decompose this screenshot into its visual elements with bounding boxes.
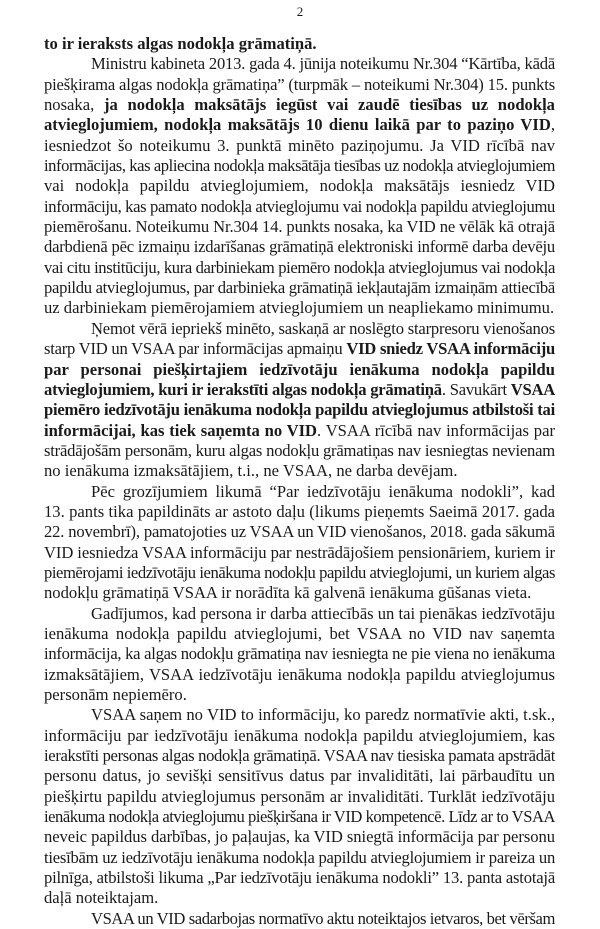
text: izmaksātājiem, VSAA iedzīvotāju ienākuma nodokļa papildu atvieglojumus [44,664,555,684]
text: informāciju, kas pamato nodokļa atvieglojumu vai nodokļa papildu atvieglojumu [44,196,555,216]
text-line [44,339,555,359]
text-line [44,360,555,380]
text: tiesībām uz iedzīvotāju ienākuma nodokļa papildu atvieglojumiem ir pareiza un [44,847,556,867]
text-line [44,441,555,461]
text-line [44,909,555,929]
text-line [44,685,555,705]
text-line [44,115,555,135]
text-line [44,787,555,807]
text: . Savukārt [441,379,511,399]
page-number: 2 [296,4,304,19]
bold-text: VSAA [510,379,556,399]
text: Ministru kabineta 2013. gada 4. jūnija noteikumu Nr.304 “Kārtība, kādā [91,54,555,74]
text-line [44,34,555,54]
text-line [44,848,555,868]
text: piešķirama algas nodokļa grāmatiņa” (turpmāk – noteikumi Nr.304) 15. punkts [44,74,555,94]
text-line [44,726,555,746]
text-line [44,136,555,156]
text: piemērošanu. Noteikumu Nr.304 14. punkts nosaka, ka VID ne vēlāk kā otrajā [44,217,555,237]
bold-text: to ir ieraksts algas nodokļa grāmatiņā. [44,34,317,53]
text-line [44,827,555,847]
text-line [44,522,555,542]
text: piešķirtu papildu atvieglojumus personām ar invaliditāti. Turklāt iedzīvotāju [44,786,555,806]
text-line [44,563,555,583]
text: 13. pants tika papildināts ar astoto daļu (likums pieņemts Saeimā 2017. gada [44,501,555,521]
text: iesniedzot šo noteikumu 3. punktā minēto paziņojumu. Ja VID rīcībā nav [44,135,555,155]
text-line [44,766,555,786]
text: ienākuma nodokļa atvieglojumu piešķiršana ir VID kompetencē. Līdz ar to VSAA [44,807,555,827]
text: vai citu institūciju, kura darbiniekam piemēro nodokļa atvieglojumus vai nodokļa [44,257,555,277]
text: strādājošām personām, kuru algas nodokļu grāmatiņas nav iesniegtas nevienam [44,440,555,460]
text-line [44,868,555,888]
text-line [44,705,555,725]
text: informāciju par iedzīvotāju ienākuma nodokļa papildu atvieglojumiem, kas [44,725,555,745]
text-line [44,502,555,522]
text-line [44,583,555,603]
text-line [44,258,555,278]
text: VSAA saņem no VID to informāciju, ko paredz normatīvie akti, t.sk., [91,705,555,725]
bold-text: ja nodokļa maksātājs iegūst vai zaudē tiesības uz nodokļa [103,95,555,115]
text-line [44,665,555,685]
text: darbdienā pēc izmaiņu izdarīšanas grāmatiņā elektroniski informē darba devēju [44,237,555,257]
text-line [44,624,555,644]
text-line [44,888,555,908]
text: ienākuma nodokļa papildu atvieglojumi, bet VSAA no VID nav saņemta [44,623,555,643]
text: VSAA un VID sadarbojas normatīvo aktu noteiktajos ietvaros, bet vēršam [91,908,555,928]
text-line [44,54,555,74]
text: informācija, ka algas nodokļu grāmatiņa nav iesniegta ne pie viena no ienākuma [44,644,555,664]
text: piemērojami iedzīvotāju ienākuma nodokļu papildu atvieglojumi, un kuriem algas [44,562,555,582]
text-line [44,237,555,257]
text-line [44,482,555,502]
text: neveic papildus darbības, jo paļaujas, ka VID sniegtā informācija par personu [44,827,555,847]
bold-text: atvieglojumiem, kuri ir ierakstīti algas nodokļa grāmatiņā [44,379,442,399]
text: Pēc grozījumiem likumā “Par iedzīvotāju ienākuma nodokli”, kad [91,481,555,501]
text: daļā noteiktajam. [44,888,159,908]
text-line [44,278,555,298]
text-line [44,400,555,420]
text-line [44,746,555,766]
bold-text: VID sniedz VSAA informāciju [346,339,555,359]
text: Ņemot vērā iepriekš minēto, saskaņā ar noslēgto starpresoru vienošanos [91,318,555,338]
bold-text: atvieglojumiem, nodokļa maksātājs 10 dienu laikā par to paziņo VID [44,115,551,135]
bold-text: piemēro iedzīvotāju ienākuma nodokļa papildu atvieglojumus atbilstoši tai [44,400,555,420]
text: nosaka, [44,95,104,115]
text-line [44,156,555,176]
text: nodokļu grāmatiņā VSAA ir norādīta kā galvenā ienākuma gūšanas vieta. [44,583,532,603]
text-line [44,644,555,664]
bold-text: par personai piešķirtajiem iedzīvotāju ienākuma nodokļa papildu [44,359,555,379]
text-line [44,298,555,318]
text: pilnīga, atbilstoši likuma „Par iedzīvotāju ienākuma nodokli” 13. panta astotajā [44,868,555,888]
text: Gadījumos, kad persona ir darba attiecībās un tai pienākas iedzīvotāju [91,603,555,623]
text: , [550,115,555,135]
text: papildu atvieglojumus, par darbinieka grāmatiņā iekļautajām izmaiņām attiecībā [44,278,555,298]
text-line [44,176,555,196]
text-line [44,421,555,441]
text-line [44,380,555,400]
document-body [44,34,555,929]
text: personu datus, jo sevišķi sensitīvus datus par invaliditāti, lai pārbaudītu un [44,766,555,786]
text-line [44,319,555,339]
text-line [44,217,555,237]
text: no ienākuma izmaksātājiem, t.i., ne VSAA, ne darba devējam. [44,461,458,481]
text-line [44,95,555,115]
text: starp VID un VSAA par informācijas apmaiņu [44,339,347,359]
text: 22. novembrī), pamatojoties uz VSAA un VID vienošanos, 2018. gada sākumā [44,522,556,542]
text-line [44,197,555,217]
text: . VSAA rīcībā nav informācijas par [317,420,555,440]
text: informācijas, kas apliecina nodokļa maksātāja tiesības uz nodokļa atvieglojumiem [44,156,555,176]
text: ierakstīti personas algas nodokļa grāmatiņā. VSAA nav tiesiska pamata apstrādāt [44,746,555,766]
text-line [44,75,555,95]
text-line [44,461,555,481]
text: vai nodokļa papildu atvieglojumiem, nodokļa maksātājs iesniedz VID [44,176,555,196]
text: uz darbiniekam piemērojamiem atvieglojumiem un neapliekamo minimumu. [44,298,555,318]
text-line [44,807,555,827]
text-line [44,543,555,563]
bold-text: informācijai, kas tiek saņemta no VID [44,420,318,440]
text: personām nepiemēro. [44,685,187,704]
text-line [44,604,555,624]
text: VID iesniedza VSAA informāciju par nestrādājošiem pensionāriem, kuriem ir [44,542,555,562]
